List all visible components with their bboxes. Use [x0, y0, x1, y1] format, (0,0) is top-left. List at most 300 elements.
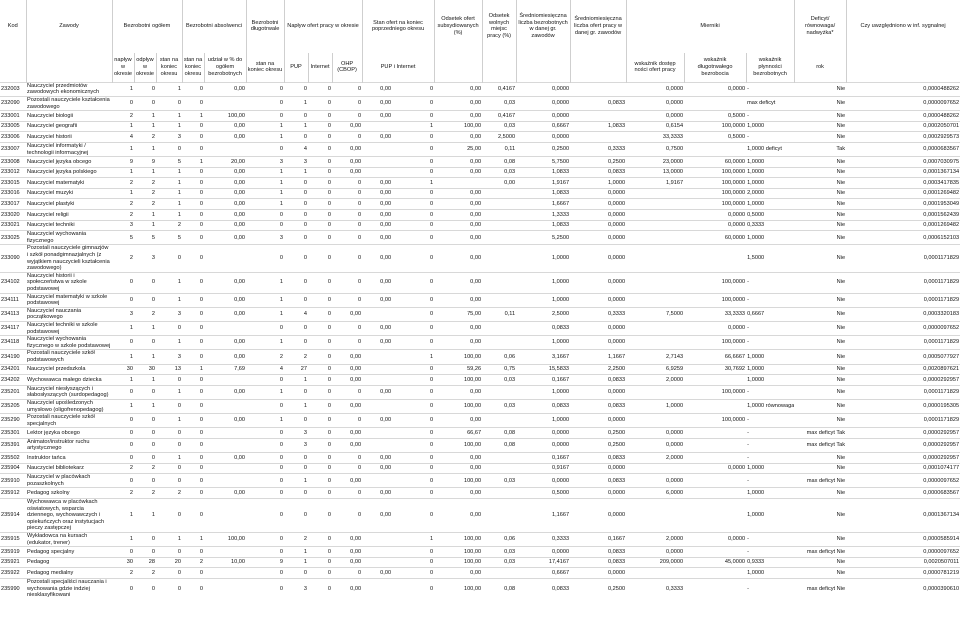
- table-cell: 0: [134, 428, 156, 439]
- header-row-top: [0, 0, 960, 53]
- table-cell: 0,0000: [570, 336, 626, 350]
- cell-kod: 233021: [0, 220, 26, 231]
- table-cell: 0: [392, 157, 434, 168]
- cell-zawod: Pozostali nauczyciele gimnazjów i szkół ponadgimnazjalnych (z wyjątkiem nauczycieli kształcenia zawodowego): [26, 245, 112, 272]
- table-cell: 0: [308, 132, 332, 143]
- table-cell: [684, 438, 746, 452]
- cell-kod: 233090: [0, 245, 26, 272]
- table-cell: 0: [182, 385, 204, 399]
- table-cell: 1: [134, 220, 156, 231]
- table-cell: 0,0833: [516, 321, 570, 335]
- table-cell: 0,0000: [570, 210, 626, 221]
- table-cell: 0,00: [332, 375, 362, 386]
- table-cell: 0: [112, 453, 134, 464]
- table-row: [0, 142, 960, 156]
- table-cell: [204, 96, 246, 110]
- table-cell: 0,0001269482: [846, 188, 960, 199]
- table-cell: [684, 399, 746, 413]
- table-cell: 0: [392, 578, 434, 598]
- table-cell: 0: [308, 557, 332, 568]
- table-cell: 0,0833: [570, 96, 626, 110]
- table-cell: 0: [284, 499, 308, 533]
- table-cell: 0,6667: [516, 568, 570, 579]
- table-cell: 0,00: [362, 199, 392, 210]
- table-cell: Nie: [794, 167, 846, 178]
- table-cell: [434, 178, 482, 189]
- table-cell: 1,0000: [516, 272, 570, 293]
- header-row-sub: [0, 53, 960, 83]
- table-cell: 0: [308, 293, 332, 307]
- table-cell: 2: [182, 557, 204, 568]
- table-cell: 0: [182, 474, 204, 488]
- table-cell: Nie: [794, 350, 846, 364]
- table-cell: 0,0000: [516, 96, 570, 110]
- table-cell: 100,00: [434, 578, 482, 598]
- table-cell: 0,00: [204, 414, 246, 428]
- table-cell: 2: [134, 132, 156, 143]
- table-cell: 1: [112, 375, 134, 386]
- table-cell: 1: [156, 82, 182, 96]
- table-cell: 1: [182, 364, 204, 375]
- table-cell: 0,0006152103: [846, 231, 960, 245]
- table-cell: 1: [246, 121, 284, 132]
- table-cell: 0: [156, 463, 182, 474]
- table-cell: 0: [246, 375, 284, 386]
- table-row: [0, 272, 960, 293]
- table-cell: [626, 272, 684, 293]
- table-cell: 0,03: [482, 121, 516, 132]
- table-cell: 1: [284, 167, 308, 178]
- table-cell: 3: [112, 220, 134, 231]
- table-cell: 0,3333: [746, 220, 794, 231]
- table-cell: 30: [112, 364, 134, 375]
- table-cell: 0,00: [434, 188, 482, 199]
- table-cell: 0: [308, 188, 332, 199]
- table-cell: 0,9333: [746, 557, 794, 568]
- col-naplyw-ofert: Napływ ofert pracy w okresie: [284, 0, 362, 53]
- cell-zawod: Nauczyciel wychowania fizycznego w szkole podstawowej: [27, 336, 111, 349]
- table-cell: 1,1667: [570, 350, 626, 364]
- table-cell: -: [746, 82, 794, 96]
- table-cell: 0: [246, 245, 284, 272]
- table-cell: 0,00: [434, 385, 482, 399]
- table-cell: 0,7500: [626, 142, 684, 156]
- table-cell: 1: [156, 167, 182, 178]
- table-cell: 0: [392, 547, 434, 558]
- table-cell: 0,00: [332, 533, 362, 547]
- table-cell: 0,0001171829: [846, 385, 960, 399]
- table-cell: 100,0000: [684, 167, 746, 178]
- table-row: [0, 307, 960, 321]
- table-cell: 0: [284, 272, 308, 293]
- table-cell: 0,0002050701: [846, 121, 960, 132]
- table-cell: 0: [308, 231, 332, 245]
- table-row: [0, 178, 960, 189]
- table-cell: 0,0000: [570, 321, 626, 335]
- table-cell: -: [746, 428, 794, 439]
- table-cell: 0: [308, 578, 332, 598]
- table-cell: 0,00: [204, 178, 246, 189]
- cell-kod: 233016: [0, 188, 26, 199]
- table-cell: 0: [308, 474, 332, 488]
- table-cell: Nie: [794, 499, 846, 533]
- table-cell: Nie: [794, 568, 846, 579]
- table-cell: Nie: [794, 82, 846, 96]
- cell-kod: 234202: [0, 375, 26, 386]
- table-cell: 1,0833: [516, 188, 570, 199]
- table-cell: 0,0000: [626, 111, 684, 122]
- table-cell: 0: [392, 199, 434, 210]
- table-cell: 0: [308, 178, 332, 189]
- table-cell: max deficyt Nie: [794, 547, 846, 558]
- table-cell: 9: [134, 157, 156, 168]
- cell-zawod: Pedagog specjalny: [26, 547, 112, 558]
- table-cell: 7,5000: [626, 307, 684, 321]
- table-cell: [626, 385, 684, 399]
- table-cell: 0,11: [482, 307, 516, 321]
- table-cell: 0: [392, 336, 434, 350]
- table-cell: 0: [156, 96, 182, 110]
- table-cell: [204, 428, 246, 439]
- table-cell: 0,00: [362, 463, 392, 474]
- table-cell: 0,00: [332, 142, 362, 156]
- table-cell: [204, 375, 246, 386]
- table-cell: 2: [134, 568, 156, 579]
- table-cell: 0,0000097652: [846, 474, 960, 488]
- table-cell: 0,00: [362, 220, 392, 231]
- table-cell: 0: [308, 375, 332, 386]
- table-cell: [482, 321, 516, 335]
- table-cell: 1,0000: [746, 199, 794, 210]
- table-cell: 0: [332, 188, 362, 199]
- table-cell: 0: [156, 245, 182, 272]
- table-cell: 0: [392, 428, 434, 439]
- table-cell: 0,0000: [684, 220, 746, 231]
- table-cell: 2,0000: [626, 375, 684, 386]
- table-cell: 2,2500: [570, 364, 626, 375]
- table-cell: Nie: [794, 111, 846, 122]
- table-cell: 1: [134, 167, 156, 178]
- col-dlugotrwale: Bezrobotni długotrwale: [246, 0, 284, 53]
- table-cell: [684, 142, 746, 156]
- table-cell: 2: [112, 199, 134, 210]
- table-cell: 209,0000: [626, 557, 684, 568]
- table-cell: [204, 438, 246, 452]
- table-cell: 1: [156, 414, 182, 428]
- table-cell: 0: [392, 463, 434, 474]
- table-cell: 1,0833: [516, 167, 570, 178]
- table-cell: 0,2500: [570, 578, 626, 598]
- table-cell: Nie: [794, 157, 846, 168]
- cell-zawod: Nauczyciel niesłyszących i słabosłyszących (surdopedagog): [26, 385, 112, 399]
- table-cell: 0,0000: [570, 231, 626, 245]
- table-cell: -: [746, 336, 794, 350]
- table-cell: 0: [332, 210, 362, 221]
- table-cell: 0: [182, 488, 204, 499]
- table-cell: 0,0002929573: [846, 132, 960, 143]
- cell-zawod: Pozostali nauczyciele szkół podstawowych: [26, 350, 112, 364]
- table-cell: 2: [134, 188, 156, 199]
- table-cell: 0: [134, 414, 156, 428]
- table-cell: 100,00: [434, 438, 482, 452]
- table-cell: 0: [332, 82, 362, 96]
- table-cell: 0: [156, 568, 182, 579]
- table-cell: 0: [392, 453, 434, 464]
- table-cell: 1: [156, 199, 182, 210]
- cell-zawod: Pozostali nauczyciele kształcenia zawodowego: [26, 96, 112, 110]
- table-cell: 0,00: [434, 463, 482, 474]
- table-cell: [684, 375, 746, 386]
- table-cell: 0,0000292957: [846, 438, 960, 452]
- cell-zawod: Nauczyciel biologii: [26, 111, 112, 122]
- table-cell: 0,00: [434, 336, 482, 350]
- table-cell: [482, 199, 516, 210]
- table-cell: 20: [156, 557, 182, 568]
- table-cell: [626, 220, 684, 231]
- table-cell: 0: [392, 188, 434, 199]
- table-cell: 0,0000: [684, 533, 746, 547]
- table-cell: 0: [246, 399, 284, 413]
- cell-kod: 233020: [0, 210, 26, 221]
- sub-abs-stan: stan na koniec okresu: [182, 53, 204, 83]
- table-cell: [362, 350, 392, 364]
- table-cell: 1: [246, 307, 284, 321]
- table-cell: [362, 547, 392, 558]
- table-cell: 0,2500: [516, 142, 570, 156]
- sub-pup-internet: PUP i Internet: [362, 53, 434, 83]
- table-cell: 1: [246, 132, 284, 143]
- table-cell: 0: [182, 293, 204, 307]
- cell-zawod: Nauczyciel w placówkach pozaszkolnych: [26, 474, 112, 488]
- table-cell: 0: [332, 453, 362, 464]
- cell-kod: 234190: [0, 350, 26, 364]
- table-cell: 1: [156, 453, 182, 464]
- table-cell: Nie: [794, 293, 846, 307]
- table-cell: 0: [392, 321, 434, 335]
- table-cell: [684, 547, 746, 558]
- table-cell: 4: [284, 142, 308, 156]
- table-cell: 0,00: [434, 231, 482, 245]
- table-cell: 0: [308, 272, 332, 293]
- table-cell: 0: [246, 568, 284, 579]
- table-row: [0, 364, 960, 375]
- table-cell: 0,00: [204, 336, 246, 350]
- table-cell: 1: [112, 142, 134, 156]
- table-cell: 0: [308, 499, 332, 533]
- table-cell: 0,00: [332, 307, 362, 321]
- table-cell: 0,00: [362, 188, 392, 199]
- table-cell: 0,3333: [626, 578, 684, 598]
- table-cell: 1,0000: [746, 121, 794, 132]
- cell-kod: 233012: [0, 167, 26, 178]
- table-cell: 4: [112, 132, 134, 143]
- table-cell: 30: [134, 364, 156, 375]
- table-cell: 0,00: [434, 453, 482, 464]
- table-cell: 0: [284, 220, 308, 231]
- table-row: [0, 245, 960, 272]
- table-cell: 0,0833: [570, 375, 626, 386]
- table-cell: 2,7143: [626, 350, 684, 364]
- table-cell: 75,00: [434, 307, 482, 321]
- cell-kod: 233025: [0, 231, 26, 245]
- table-cell: 0,00: [434, 272, 482, 293]
- table-cell: 0: [134, 336, 156, 350]
- table-cell: 0,0001074177: [846, 463, 960, 474]
- table-row: [0, 157, 960, 168]
- table-cell: -: [746, 132, 794, 143]
- table-cell: 3: [246, 231, 284, 245]
- cell-kod: 235502: [0, 453, 26, 464]
- table-cell: 1,0000: [746, 167, 794, 178]
- table-row: [0, 199, 960, 210]
- table-cell: [626, 321, 684, 335]
- table-cell: 0,00: [434, 210, 482, 221]
- table-cell: 0,0000: [570, 293, 626, 307]
- table-cell: 1: [284, 375, 308, 386]
- table-row: [0, 453, 960, 464]
- table-cell: 0: [246, 96, 284, 110]
- table-cell: 0: [332, 568, 362, 579]
- table-cell: 0,0000: [570, 568, 626, 579]
- table-cell: 0,00: [434, 157, 482, 168]
- table-cell: 0: [182, 453, 204, 464]
- table-cell: 1,0000: [570, 178, 626, 189]
- table-cell: 0,0000: [626, 428, 684, 439]
- table-cell: 0,0000: [570, 272, 626, 293]
- table-cell: 0: [182, 231, 204, 245]
- table-cell: [684, 245, 746, 272]
- table-cell: [204, 474, 246, 488]
- table-cell: 0,0000292957: [846, 375, 960, 386]
- table-cell: 2: [112, 568, 134, 579]
- table-cell: 0,3333: [570, 307, 626, 321]
- table-cell: 0: [112, 96, 134, 110]
- table-cell: 100,00: [204, 533, 246, 547]
- table-cell: [570, 82, 626, 96]
- table-cell: 1: [112, 82, 134, 96]
- table-cell: 0: [392, 96, 434, 110]
- table-cell: 0,03: [482, 96, 516, 110]
- table-cell: 1: [112, 533, 134, 547]
- cell-zawod: Nauczyciel matematyki: [26, 178, 112, 189]
- table-cell: 0,0020507011: [846, 557, 960, 568]
- table-cell: 0: [134, 272, 156, 293]
- table-cell: 0: [392, 474, 434, 488]
- table-cell: 0,03: [482, 167, 516, 178]
- table-cell: Nie: [794, 307, 846, 321]
- table-cell: 10,00: [204, 557, 246, 568]
- col-deficyt: Deficyt/ równowaga/ nadwyżka*: [794, 0, 846, 53]
- table-cell: -: [746, 547, 794, 558]
- cell-zawod: Nauczyciel religii: [26, 210, 112, 221]
- table-cell: 1,0000: [516, 414, 570, 428]
- table-cell: 0,00: [362, 272, 392, 293]
- table-cell: 0: [284, 336, 308, 350]
- table-cell: 0: [156, 578, 182, 598]
- table-row: [0, 557, 960, 568]
- table-cell: 1: [134, 499, 156, 533]
- table-cell: [204, 463, 246, 474]
- table-cell: 0: [156, 547, 182, 558]
- table-cell: 0: [308, 111, 332, 122]
- sub-plynnosc: wskaźnik płynności bezrobotnych: [746, 53, 794, 83]
- table-cell: 0,00: [204, 231, 246, 245]
- table-cell: 2: [112, 463, 134, 474]
- table-cell: 0: [182, 220, 204, 231]
- table-cell: 0: [392, 272, 434, 293]
- table-cell: 1,0833: [570, 121, 626, 132]
- table-cell: Nie: [794, 272, 846, 293]
- table-cell: 2: [156, 488, 182, 499]
- table-cell: 0,0003417835: [846, 178, 960, 189]
- table-cell: 0,0001171829: [846, 336, 960, 350]
- cell-kod: 234201: [0, 364, 26, 375]
- col-mierniki: Mierniki: [626, 0, 794, 53]
- table-cell: 0: [134, 438, 156, 452]
- col-wolne-miejsca: Odsetek wolnych miejsc pracy (%): [482, 0, 516, 53]
- table-cell: 2: [112, 245, 134, 272]
- table-cell: 0: [182, 121, 204, 132]
- table-cell: 1: [246, 336, 284, 350]
- table-cell: 0,00: [362, 293, 392, 307]
- table-cell: 0,5000: [684, 111, 746, 122]
- table-cell: -: [746, 111, 794, 122]
- table-cell: 0: [182, 321, 204, 335]
- cell-kod: 235301: [0, 428, 26, 439]
- table-cell: [362, 364, 392, 375]
- table-cell: 0: [182, 132, 204, 143]
- table-cell: 1: [284, 474, 308, 488]
- table-cell: 0,06: [482, 533, 516, 547]
- cell-kod: 235910: [0, 474, 26, 488]
- table-cell: 0: [284, 111, 308, 122]
- table-cell: 66,67: [434, 428, 482, 439]
- table-cell: 0: [246, 533, 284, 547]
- table-cell: 0,00: [204, 220, 246, 231]
- cell-kod: 235915: [0, 533, 26, 547]
- table-cell: [482, 414, 516, 428]
- table-cell: 0,08: [482, 157, 516, 168]
- table-cell: 0,0000488262: [846, 111, 960, 122]
- table-cell: 0,0000097652: [846, 547, 960, 558]
- table-cell: 0,0833: [570, 474, 626, 488]
- table-cell: 0: [332, 385, 362, 399]
- table-cell: [626, 231, 684, 245]
- table-cell: 0,1667: [516, 375, 570, 386]
- table-cell: 0: [308, 547, 332, 558]
- table-cell: 0: [308, 167, 332, 178]
- table-cell: 0,3333: [516, 533, 570, 547]
- table-cell: [204, 568, 246, 579]
- table-cell: 1: [112, 167, 134, 178]
- table-cell: 0: [284, 132, 308, 143]
- cell-zawod: Nauczyciel języka polskiego: [26, 167, 112, 178]
- table-cell: 0,00: [434, 568, 482, 579]
- table-cell: 100,0000: [684, 121, 746, 132]
- table-cell: 1: [284, 96, 308, 110]
- cell-zawod: Nauczyciel plastyki: [26, 199, 112, 210]
- table-cell: 0: [246, 438, 284, 452]
- table-cell: 0,00: [204, 167, 246, 178]
- table-cell: 0: [182, 188, 204, 199]
- table-cell: max deficyt Tak: [794, 438, 846, 452]
- table-cell: 6,0000: [626, 488, 684, 499]
- table-cell: 1: [112, 499, 134, 533]
- table-cell: -: [746, 474, 794, 488]
- table-cell: 0: [246, 488, 284, 499]
- table-row: [0, 188, 960, 199]
- table-cell: 0,0000390610: [846, 578, 960, 598]
